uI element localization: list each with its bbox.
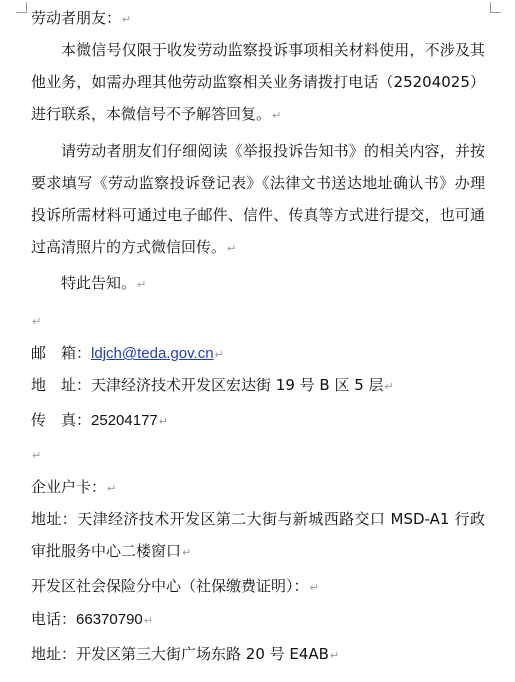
social-address-line	[31, 644, 339, 666]
page-corner-mark	[490, 2, 501, 13]
empty-line	[31, 310, 41, 332]
email-link[interactable]: ldjch@teda.gov.cn	[91, 345, 214, 362]
enterprise-address-paragraph	[31, 503, 485, 569]
notice-line	[61, 273, 146, 295]
paragraph-mark-icon: ↵	[272, 109, 282, 122]
paragraph-text: 本微信号仅限于收发劳动监察投诉事项相关材料使用，不涉及其他业务，如需办理其他劳动监察相关业务请拨打电话（25204025）进行联系，本微信号不予解答回复。	[31, 41, 485, 123]
email-line	[31, 343, 224, 365]
email-label: 邮 箱：	[31, 344, 92, 362]
address-value: 天津经济技术开发区宏达街 19 号 B 区 5 层	[91, 376, 384, 394]
fax-line	[31, 410, 168, 432]
social-heading: 开发区社会保险分中心（社保缴费证明）：	[31, 577, 309, 595]
enterprise-address: 地址：天津经济技术开发区第二大街与新城西路交口 MSD-A1 行政审批服务中心二楼窗口	[31, 510, 485, 560]
address-label: 地 址：	[31, 376, 92, 394]
notice-text: 特此告知。	[61, 274, 137, 292]
paragraph-instructions	[31, 135, 485, 265]
paragraph-mark-icon: ↵	[158, 415, 168, 428]
paragraph-mark-icon: ↵	[309, 581, 319, 594]
fax-label: 传 真：	[31, 411, 92, 429]
paragraph-wechat-usage	[31, 34, 485, 132]
paragraph-mark-icon: ↵	[107, 482, 117, 495]
phone-value: 66370790	[76, 611, 143, 628]
paragraph-mark-icon: ↵	[32, 315, 42, 328]
paragraph-mark-icon: ↵	[122, 13, 132, 26]
paragraph-mark-icon: ↵	[214, 348, 224, 361]
paragraph-mark-icon: ↵	[384, 380, 394, 393]
fax-value: 25204177	[91, 412, 158, 429]
paragraph-mark-icon: ↵	[329, 649, 340, 662]
greeting: 劳动者朋友：	[31, 9, 122, 27]
paragraph-mark-icon: ↵	[143, 614, 153, 627]
address-line	[31, 375, 394, 397]
phone-label: 电话：	[31, 610, 77, 628]
paragraph-mark-icon: ↵	[137, 278, 147, 291]
phone-line	[31, 609, 153, 631]
social-heading-line	[31, 576, 319, 598]
paragraph-text: 请劳动者朋友们仔细阅读《举报投诉告知书》的相关内容，并按要求填写《劳动监察投诉登记表》《法律文书送达地址确认书》办理投诉所需材料可通过电子邮件、信件、传真等方式进行提交，也可通过高清照片的方式微信回传。	[31, 142, 485, 256]
enterprise-heading-line	[31, 477, 116, 499]
paragraph-mark-icon: ↵	[227, 242, 237, 255]
page-corner-mark	[16, 2, 27, 13]
enterprise-heading: 企业户卡：	[31, 478, 107, 496]
paragraph-mark-icon: ↵	[32, 449, 42, 462]
greeting-line	[31, 8, 131, 30]
social-address: 地址：开发区第三大街广场东路 20 号 E4AB	[31, 645, 329, 663]
empty-line	[31, 444, 41, 466]
paragraph-mark-icon: ↵	[182, 546, 192, 559]
